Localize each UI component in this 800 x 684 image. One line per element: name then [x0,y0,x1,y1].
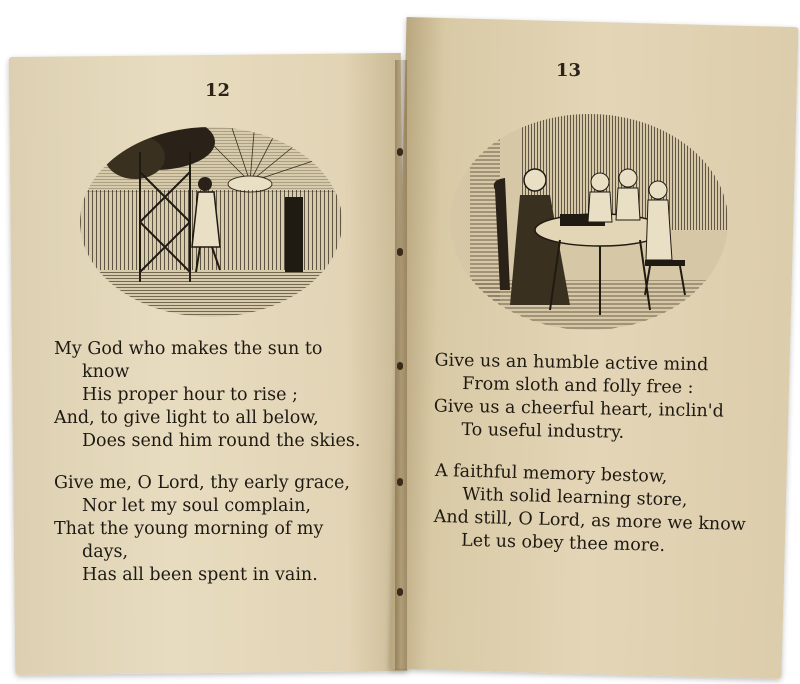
verse-line: Let us obey thee more. [460,530,666,556]
binding-stitch [397,248,403,256]
engraving-sunrise-garden [80,112,342,317]
verse-line: And, to give light to all below, [54,408,319,428]
verse-line: know [82,362,130,382]
binding-stitch [397,478,403,486]
page-number-left: 12 [205,80,231,101]
verse-line: days, [82,542,129,562]
engraving-reading-lesson [450,110,728,332]
verse-line: That the young morning of my [54,519,324,539]
verse-left-1 [54,338,360,453]
binding-stitch [397,148,403,156]
verse-left-2 [54,472,350,587]
binding-stitch [397,362,403,370]
verse-line: Has all been spent in vain. [82,565,318,585]
verse-right-2 [433,460,747,560]
page-number-right: 13 [556,60,582,81]
verse-line: Nor let my soul complain, [82,496,311,516]
verse-line: With solid learning store, [462,484,688,511]
verse-line: Give us a cheerful heart, inclin'd [433,396,724,422]
verse-line: Does send him round the skies. [82,431,361,451]
verse-right-1 [433,349,725,446]
verse-line: A faithful memory bestow, [434,460,668,488]
verse-line: And still, O Lord, as more we know [433,506,746,536]
verse-line: His proper hour to rise ; [82,385,298,405]
verse-line: Give us an humble active mind [434,350,709,376]
verse-line: Give me, O Lord, thy early grace, [54,473,350,493]
binding-stitch [397,588,403,596]
verse-line: To useful industry. [461,419,625,443]
verse-line: From sloth and folly free : [462,373,694,398]
verse-line: My God who makes the sun to [54,339,323,359]
